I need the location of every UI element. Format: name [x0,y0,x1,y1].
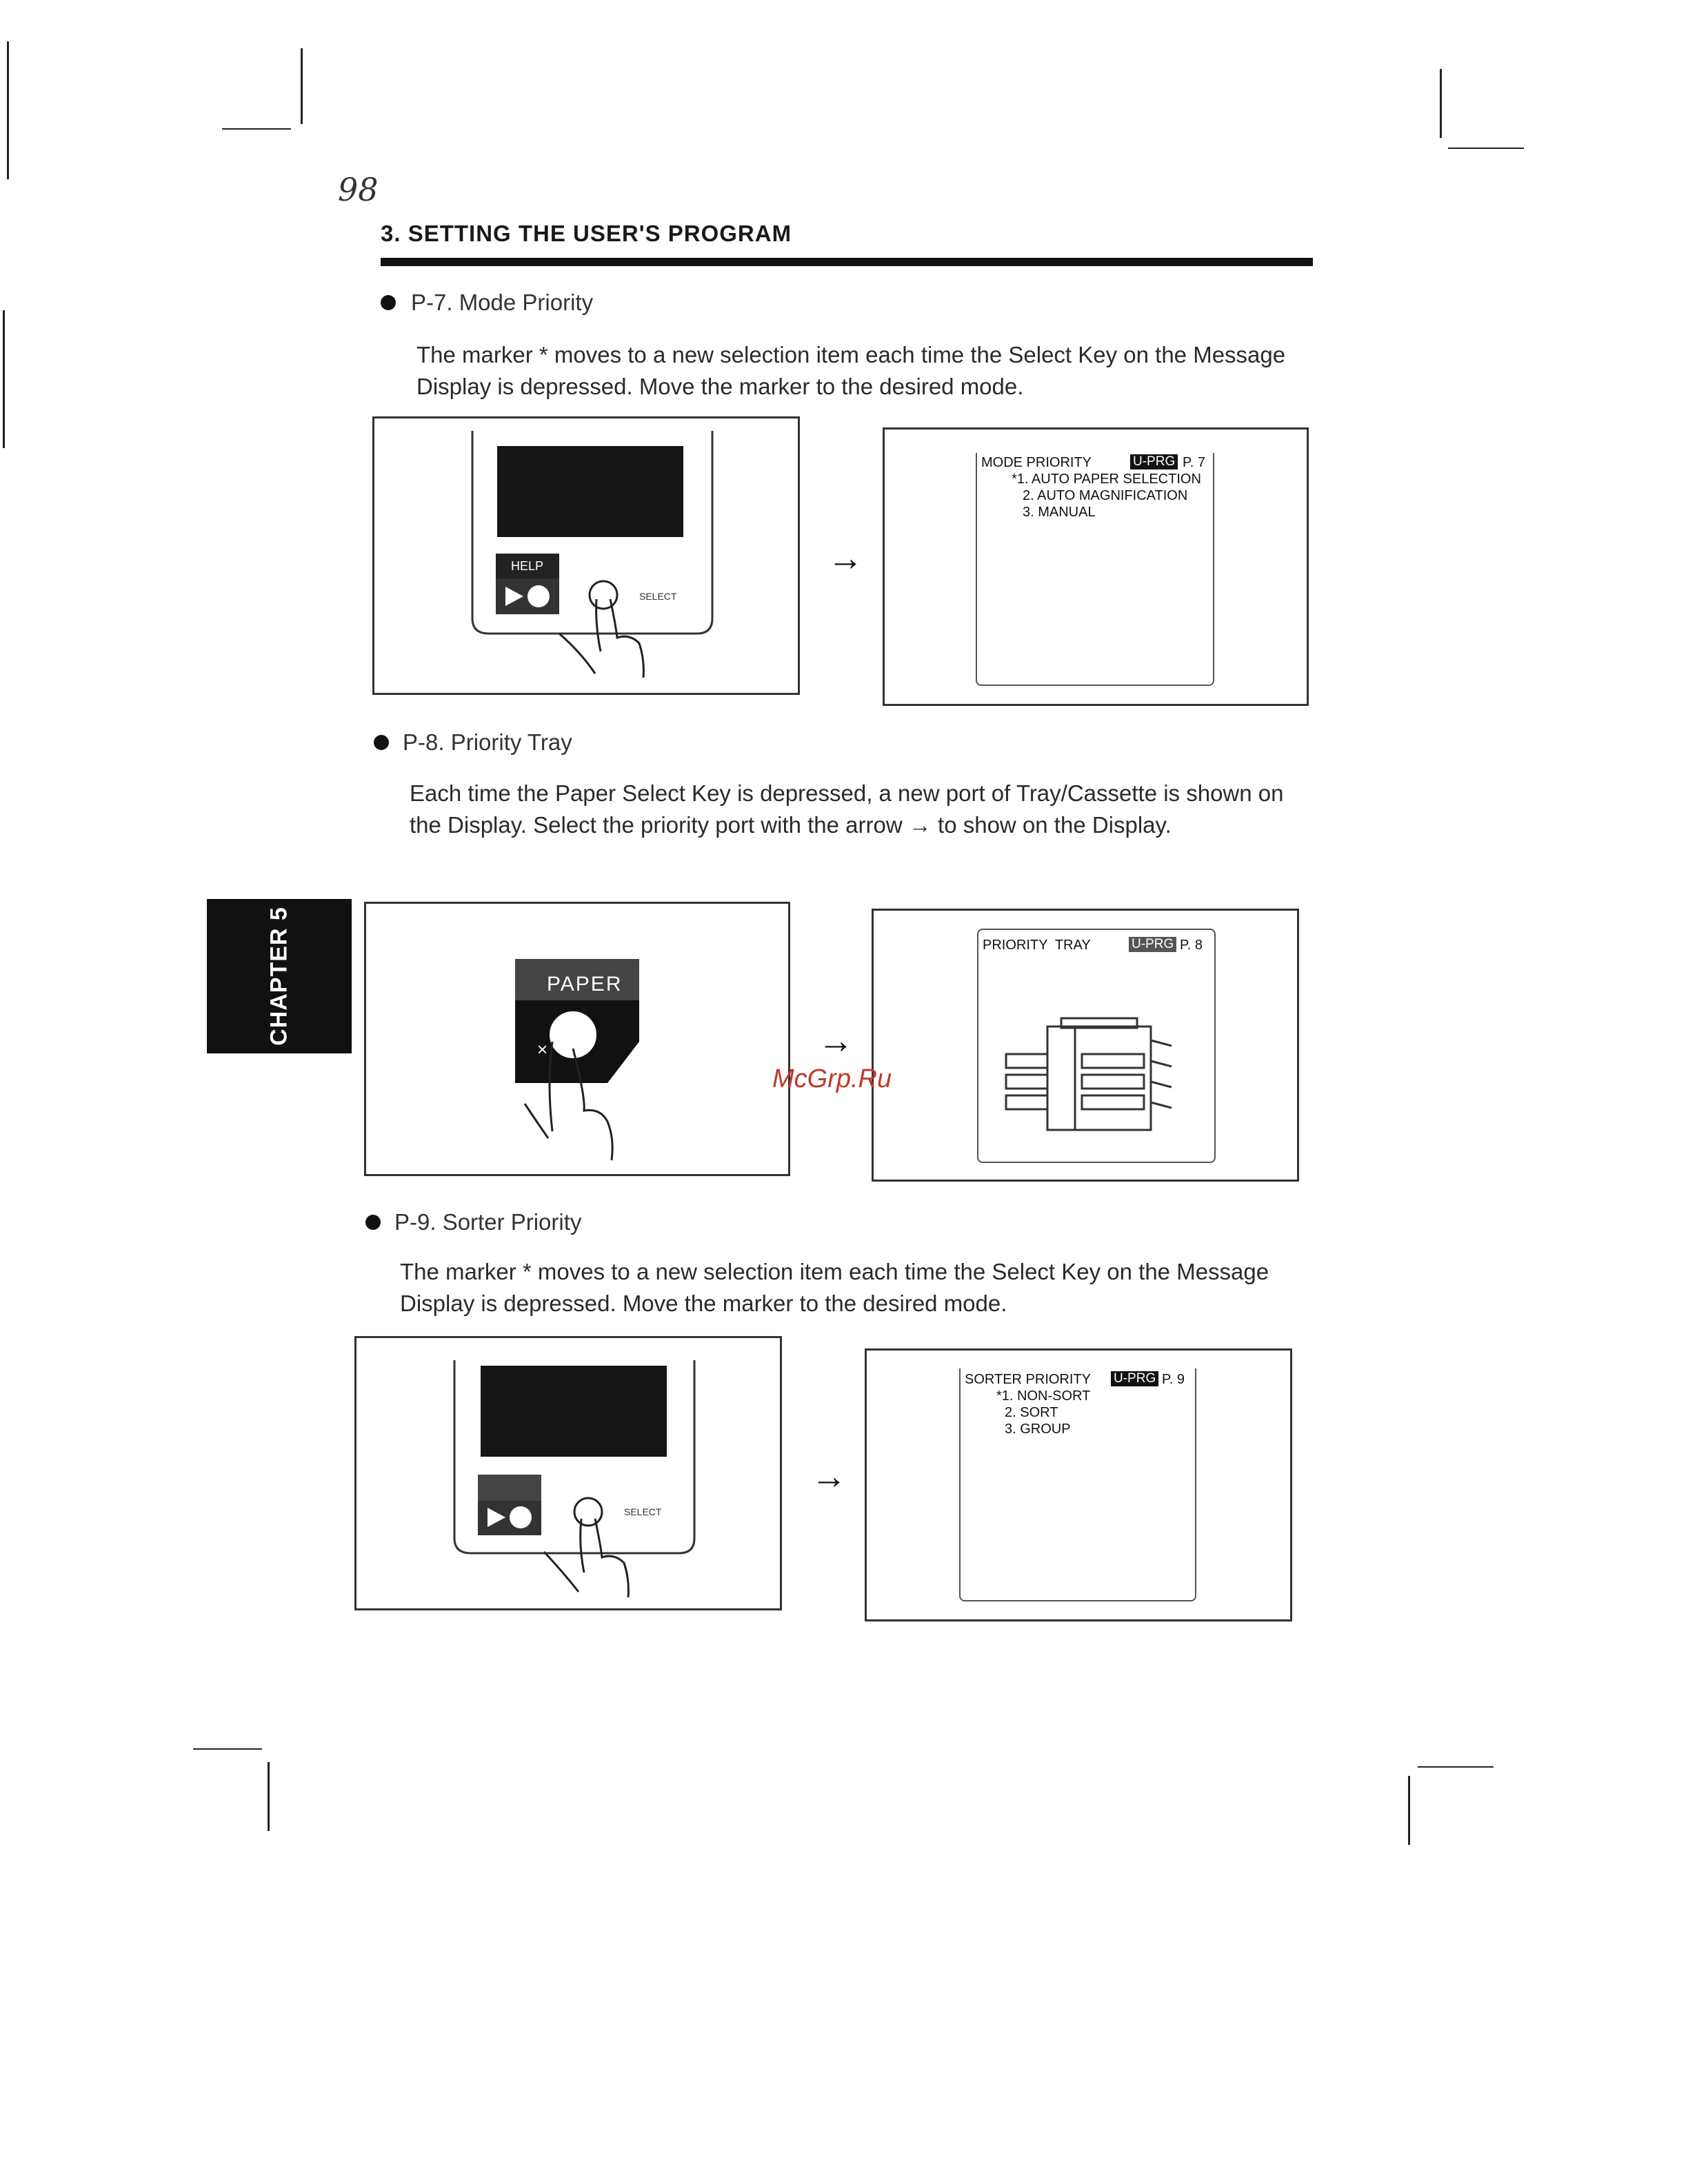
select-key-illustration [374,418,798,693]
paper-key-label: PAPER [547,973,623,995]
section-paragraph-p9: The marker * moves to a new selection item each time the Select Key on the Message Display is depressed. Move the marker to the desired mode. [400,1259,1269,1316]
message-display [959,1368,1196,1601]
figure-paper-key [364,902,790,1176]
crop-mark [268,1762,270,1831]
crop-mark [1440,69,1442,138]
display-option: 3. MANUAL [1023,505,1096,520]
arrow-icon: → [818,1021,854,1061]
figure-display-p8 [872,909,1299,1182]
display-title-text: SORTER PRIORITY [965,1372,1091,1387]
select-key-label: SELECT [624,1506,662,1517]
section-paragraph-p7: The marker * moves to a new selection item each time the Select Key on the Message Display is depressed. Move the marker to the desired mode. [416,342,1286,399]
page-number: 98 [338,171,379,208]
section-paragraph-p8: Each time the Paper Select Key is depressed, a new port of Tray/Cassette is shown on the Display. Select the priority port with the arrow → to show on the Display. [410,780,1284,838]
uprg-tag: U-PRG [1129,937,1176,952]
watermark: McGrp.Ru [772,1064,892,1093]
section-heading-p7: P-7. Mode Priority [411,290,594,315]
figure-display-p9 [865,1348,1292,1621]
uprg-tag: U-PRG [1111,1371,1158,1386]
message-display [977,929,1216,1163]
crop-mark [1408,1776,1410,1845]
display-option: *1. NON-SORT [996,1388,1091,1404]
help-key-label: HELP [511,559,544,573]
crop-mark [193,1748,262,1750]
paper-key-illustration [366,904,788,1174]
bullet-icon [374,735,389,750]
crop-mark [1448,148,1524,149]
display-option: 2. SORT [1005,1405,1058,1420]
crop-mark [301,48,303,124]
section-heading-p9: P-9. Sorter Priority [394,1209,582,1235]
select-key-label: SELECT [639,591,677,602]
chapter-tab [207,899,352,1053]
display-title-text: MODE PRIORITY [981,455,1092,470]
display-option: *1. AUTO PAPER SELECTION [1012,472,1201,487]
display-title: PRIORITY TRAY [983,938,1091,953]
crop-mark [3,310,5,448]
display-page: P. 8 [1180,938,1203,953]
chapter-tab-label: CHAPTER 5 [265,907,292,1046]
figure-display-p7 [883,427,1309,706]
message-display [976,453,1214,686]
bullet-icon [365,1215,381,1230]
display-option: 2. AUTO MAGNIFICATION [1023,488,1188,503]
display-page: P. 7 [1183,455,1205,470]
figure-control-panel [354,1336,782,1610]
bullet-icon [381,295,396,310]
figure-control-panel [372,416,800,695]
copier-tray-icon [992,1013,1199,1151]
crop-mark [222,128,291,130]
display-title [981,454,1092,471]
section-title: 3. SETTING THE USER'S PROGRAM [381,221,792,246]
arrow-icon: → [811,1457,847,1497]
crop-mark [7,41,9,179]
arrow-icon: → [827,538,863,578]
section-heading-p8: P-8. Priority Tray [403,729,572,755]
crop-mark [1418,1766,1494,1768]
select-key-illustration [356,1338,780,1608]
display-option: 3. GROUP [1005,1422,1071,1437]
display-page: P. 9 [1162,1372,1185,1387]
cancel-key-label: × [537,1039,548,1060]
title-rule [381,258,1313,266]
uprg-tag: U-PRG [1130,454,1178,469]
